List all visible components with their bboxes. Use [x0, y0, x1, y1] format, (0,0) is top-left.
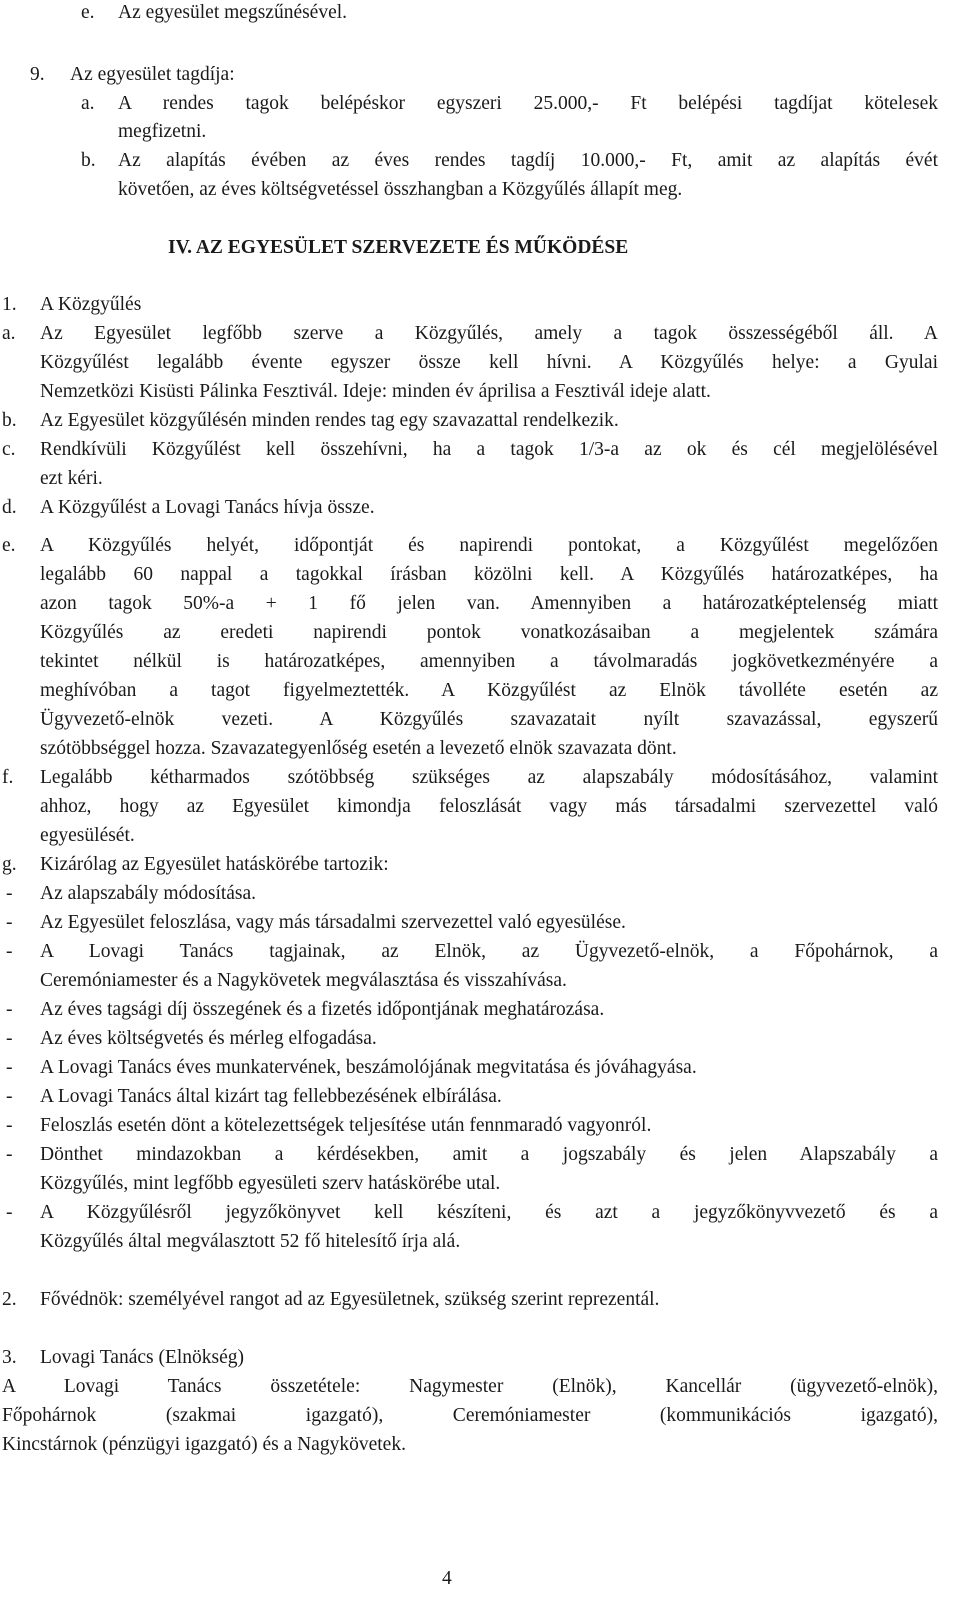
- paragraph-line: Az Egyesület legfőbb szerve a Közgyűlés, amely a tagok összességéből áll. A: [40, 323, 938, 344]
- bullet-dash: -: [6, 1202, 13, 1223]
- section-number: 9.: [30, 64, 45, 85]
- bullet-dash: -: [6, 1028, 13, 1049]
- bullet-dash: -: [6, 1144, 13, 1165]
- paragraph-line: A Közgyűlést a Lovagi Tanács hívja össze.: [40, 497, 375, 518]
- bullet-item: A Közgyűlésről jegyzőkönyvet kell készíteni, és azt a jegyzőkönyvvezető és a: [40, 1202, 938, 1223]
- paragraph-line: A Közgyűlés helyét, időpontját és napirendi pontokat, a Közgyűlést megelőzően: [40, 535, 938, 556]
- section-number: 1.: [2, 294, 17, 315]
- section-title: Lovagi Tanács (Elnökség): [40, 1347, 245, 1368]
- paragraph-line: Az Egyesület közgyűlésén minden rendes tag egy szavazattal rendelkezik.: [40, 410, 619, 431]
- paragraph-line: azon tagok 50%-a + 1 fő jelen van. Amennyiben a határozatképtelenség miatt: [40, 593, 938, 614]
- paragraph-line: A Lovagi Tanács összetétele: Nagymester (Elnök), Kancellár (ügyvezető-elnök),: [2, 1376, 938, 1397]
- bullet-dash: -: [6, 999, 13, 1020]
- bullet-dash: -: [6, 883, 13, 904]
- bullet-item: A Lovagi Tanács tagjainak, az Elnök, az Ügyvezető-elnök, a Főpohárnok, a: [40, 941, 938, 962]
- paragraph-line: Kincstárnok (pénzügyi igazgató) és a Nagykövetek.: [2, 1434, 406, 1455]
- list-label: g.: [2, 854, 17, 875]
- paragraph-line: A rendes tagok belépéskor egyszeri 25.000,- Ft belépési tagdíjat kötelesek: [118, 93, 938, 114]
- paragraph-line: Rendkívüli Közgyűlést kell összehívni, ha a tagok 1/3-a az ok és cél megjelölésével: [40, 439, 938, 460]
- section-number: 3.: [2, 1347, 17, 1368]
- list-item-text: Az egyesület megszűnésével.: [118, 2, 348, 23]
- list-label: b.: [81, 150, 96, 171]
- paragraph-line: legalább 60 nappal a tagokkal írásban közölni kell. A Közgyűlés határozatképes, ha: [40, 564, 938, 585]
- paragraph-line: Kizárólag az Egyesület hatáskörébe tartozik:: [40, 854, 389, 875]
- section-title: A Közgyűlés: [40, 294, 142, 315]
- paragraph-line: Ügyvezető-elnök vezeti. A Közgyűlés szavazatait nyílt szavazással, egyszerű: [40, 709, 938, 730]
- bullet-dash: -: [6, 1057, 13, 1078]
- list-label: b.: [2, 410, 17, 431]
- list-label: e.: [2, 535, 16, 556]
- bullet-item: A Lovagi Tanács által kizárt tag fellebbezésének elbírálása.: [40, 1086, 502, 1107]
- bullet-item: Az alapszabály módosítása.: [40, 883, 257, 904]
- paragraph-line: Főpohárnok (szakmai igazgató), Ceremóniamester (kommunikációs igazgató),: [2, 1405, 938, 1426]
- bullet-item: Az éves költségvetés és mérleg elfogadása.: [40, 1028, 377, 1049]
- bullet-item: Az éves tagsági díj összegének és a fizetés időpontjának meghatározása.: [40, 999, 605, 1020]
- chapter-heading: IV. AZ EGYESÜLET SZERVEZETE ÉS MŰKÖDÉSE: [168, 237, 629, 258]
- paragraph-line: Az alapítás évében az éves rendes tagdíj 10.000,- Ft, amit az alapítás évét: [118, 150, 938, 171]
- bullet-item-continuation: Közgyűlés által megválasztott 52 fő hitelesítő írja alá.: [40, 1231, 461, 1252]
- bullet-item: A Lovagi Tanács éves munkatervének, beszámolójának megvitatása és jóváhagyása.: [40, 1057, 697, 1078]
- list-label: c.: [2, 439, 16, 460]
- bullet-item-continuation: Ceremóniamester és a Nagykövetek megválasztása és visszahívása.: [40, 970, 567, 991]
- bullet-item: Az Egyesület feloszlása, vagy más társadalmi szervezettel való egyesülése.: [40, 912, 626, 933]
- section-number: 2.: [2, 1289, 17, 1310]
- paragraph-line: Legalább kétharmados szótöbbség szükséges az alapszabály módosításához, valamint: [40, 767, 938, 788]
- bullet-item-continuation: Közgyűlés, mint legfőbb egyesületi szerv hatáskörébe utal.: [40, 1173, 501, 1194]
- paragraph-line: Közgyűlés az eredeti napirendi pontok vonatkozásaiban a megjelentek számára: [40, 622, 938, 643]
- paragraph-line: meghívóban a tagot figyelmeztették. A Közgyűlést az Elnök távolléte esetén az: [40, 680, 938, 701]
- list-label: d.: [2, 497, 17, 518]
- bullet-dash: -: [6, 1115, 13, 1136]
- paragraph-line: ahhoz, hogy az Egyesület kimondja feloszlását vagy más társadalmi szervezettel való: [40, 796, 938, 817]
- list-label: a.: [81, 93, 95, 114]
- bullet-dash: -: [6, 941, 13, 962]
- paragraph-line: ezt kéri.: [40, 468, 103, 489]
- paragraph-line: egyesülését.: [40, 825, 135, 846]
- list-label: f.: [2, 767, 14, 788]
- paragraph-line: Közgyűlést legalább évente egyszer össze kell hívni. A Közgyűlés helye: a Gyulai: [40, 352, 938, 373]
- bullet-dash: -: [6, 912, 13, 933]
- bullet-item: Dönthet mindazokban a kérdésekben, amit a jogszabály és jelen Alapszabály a: [40, 1144, 938, 1165]
- page-number: 4: [442, 1568, 452, 1589]
- paragraph-line: tekintet nélkül is határozatképes, amennyiben a távolmaradás jogkövetkezményére a: [40, 651, 938, 672]
- bullet-dash: -: [6, 1086, 13, 1107]
- paragraph-line: Fővédnök: személyével rangot ad az Egyesületnek, szükség szerint reprezentál.: [40, 1289, 660, 1310]
- paragraph-line: követően, az éves költségvetéssel összhangban a Közgyűlés állapít meg.: [118, 179, 683, 200]
- paragraph-line: Nemzetközi Kisüsti Pálinka Fesztivál. Ideje: minden év áprilisa a Fesztivál ideje alatt.: [40, 381, 711, 402]
- bullet-item: Feloszlás esetén dönt a kötelezettségek teljesítése után fennmaradó vagyonról.: [40, 1115, 652, 1136]
- list-label: a.: [2, 323, 16, 344]
- section-title: Az egyesület tagdíja:: [70, 64, 235, 85]
- list-label: e.: [81, 2, 95, 23]
- paragraph-line: szótöbbséggel hozza. Szavazategyenlőség esetén a levezető elnök szavazata dönt.: [40, 738, 677, 759]
- paragraph-line: megfizetni.: [118, 121, 207, 142]
